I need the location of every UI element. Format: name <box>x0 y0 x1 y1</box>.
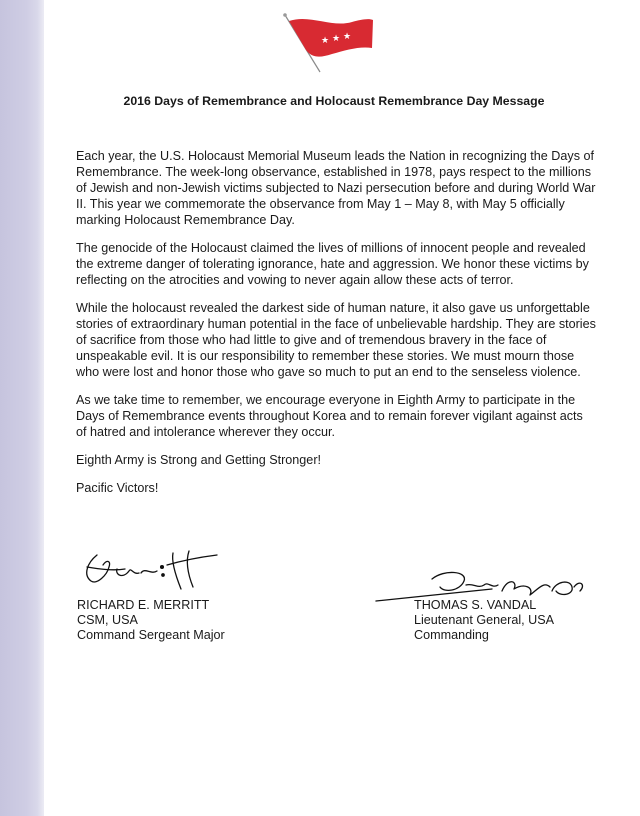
signatory-position: Command Sergeant Major <box>77 628 225 642</box>
svg-text:★: ★ <box>332 34 341 44</box>
body-paragraph: Each year, the U.S. Holocaust Memorial Museum leads the Nation in recognizing the Days of Remembrance. The week-long observance, established in 1978, pays respect to the millions of Jewish and non-Jewish victims subjected to Nazi persecution before and during World War II. This year we commemorate the observance from May 1 – May 8, with May 5 officially marking Holocaust Remembrance Day. <box>76 149 596 227</box>
signatory-name: THOMAS S. VANDAL <box>414 598 537 612</box>
signature-block-right <box>414 598 554 643</box>
closing: Pacific Victors! <box>76 481 159 495</box>
letter-body <box>76 148 596 508</box>
signatory-rank: CSM, USA <box>77 613 138 627</box>
signatory-rank: Lieutenant General, USA <box>414 613 555 627</box>
scan-edge-strip <box>0 0 44 816</box>
body-paragraph: The genocide of the Holocaust claimed the lives of millions of innocent people and revealed the extreme danger of tolerating ignorance, hate and aggression. We honor these victims by reflecting on the atrocities and vowing to never again allow these acts of terror. <box>76 241 589 287</box>
slogan: Eighth Army is Strong and Getting Stronger! <box>76 453 322 467</box>
letter-title: 2016 Days of Remembrance and Holocaust Remembrance Day Message <box>123 94 545 108</box>
signatory-position: Commanding <box>414 628 489 642</box>
signatory-name: RICHARD E. MERRITT <box>77 598 210 612</box>
signature-merritt <box>77 545 237 595</box>
body-paragraph: While the holocaust revealed the darkest side of human nature, it also gave us unforgettable stories of extraordinary human potential in the face of unbelievable hardship. They are stories of sacrifice from those who had little to give and of tremendous bravery in the face of unspeakable evil. It is our responsibility to remember these stories. We must mourn those who were lost and honor those who gave so much to put an end to the senseless violence. <box>76 301 596 379</box>
svg-text:★: ★ <box>343 32 352 42</box>
three-star-general-flag-icon <box>282 12 376 74</box>
svg-text:★: ★ <box>321 36 330 46</box>
body-paragraph: As we take time to remember, we encourage everyone in Eighth Army to participate in the Days of Remembrance events throughout Korea and to remain forever vigilant against acts of hatred and intolerance wherever they occur. <box>76 393 583 439</box>
signature-block-left <box>77 598 225 643</box>
